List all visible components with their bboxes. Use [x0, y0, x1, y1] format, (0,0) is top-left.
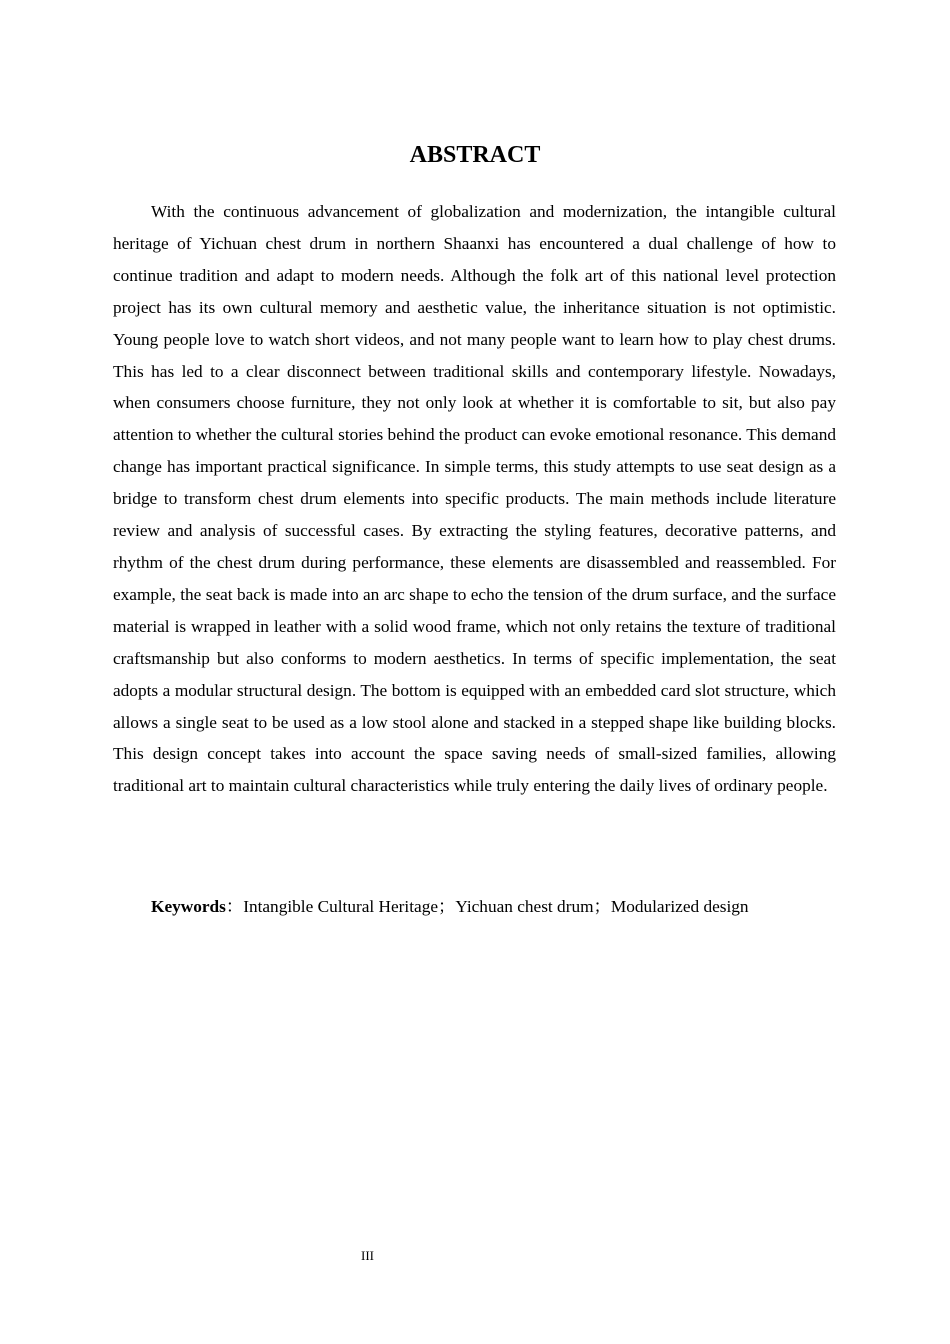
keyword-separator: ； [438, 897, 456, 916]
keywords-label: Keywords [151, 897, 226, 916]
keyword-separator: ； [593, 897, 611, 916]
keyword-item: Yichuan chest drum [455, 897, 594, 916]
abstract-body: With the continuous advancement of globalization and modernization, the intangible cultural heritage of Yichuan chest drum in northern Shaanxi has encountered a dual challenge of how to continue tradition and adapt to modern needs. Although the folk art of this national level protection project has its own cultural memory and aesthetic value, the inheritance situation is not optimistic. Young people love to watch short videos, and not many people want to learn how to play chest drums. This has led to a clear disconnect between traditional skills and contemporary lifestyle. Nowadays, when consumers choose furniture, they not only look at whether it is comfortable to sit, but also pay attention to whether the cultural stories behind the product can evoke emotional resonance. This demand change has important practical significance. In simple terms, this study attempts to use seat design as a bridge to transform chest drum elements into specific products. The main methods include literature review and analysis of successful cases. By extracting the styling features, decorative patterns, and rhythm of the chest drum during performance, these elements are disassembled and reassembled. For example, the seat back is made into an arc shape to echo the tension of the drum surface, and the surface material is wrapped in leather with a solid wood frame, which not only retains the texture of traditional craftsmanship but also conforms to modern aesthetics. In terms of specific implementation, the seat adopts a modular structural design. The bottom is equipped with an embedded card slot structure, which allows a single seat to be used as a low stool alone and stacked in a stepped shape like building blocks. This design concept takes into account the space saving needs of small-sized families, allowing traditional art to maintain cultural characteristics while truly entering the daily lives of ordinary people. [113, 202, 836, 796]
keyword-item: Intangible Cultural Heritage [243, 897, 439, 916]
keywords-colon: ： [225, 897, 244, 916]
keywords-line [151, 891, 851, 923]
page-number: III [361, 1248, 374, 1263]
abstract-title: ABSTRACT [409, 142, 541, 168]
keyword-item: Modularized design [610, 897, 749, 916]
